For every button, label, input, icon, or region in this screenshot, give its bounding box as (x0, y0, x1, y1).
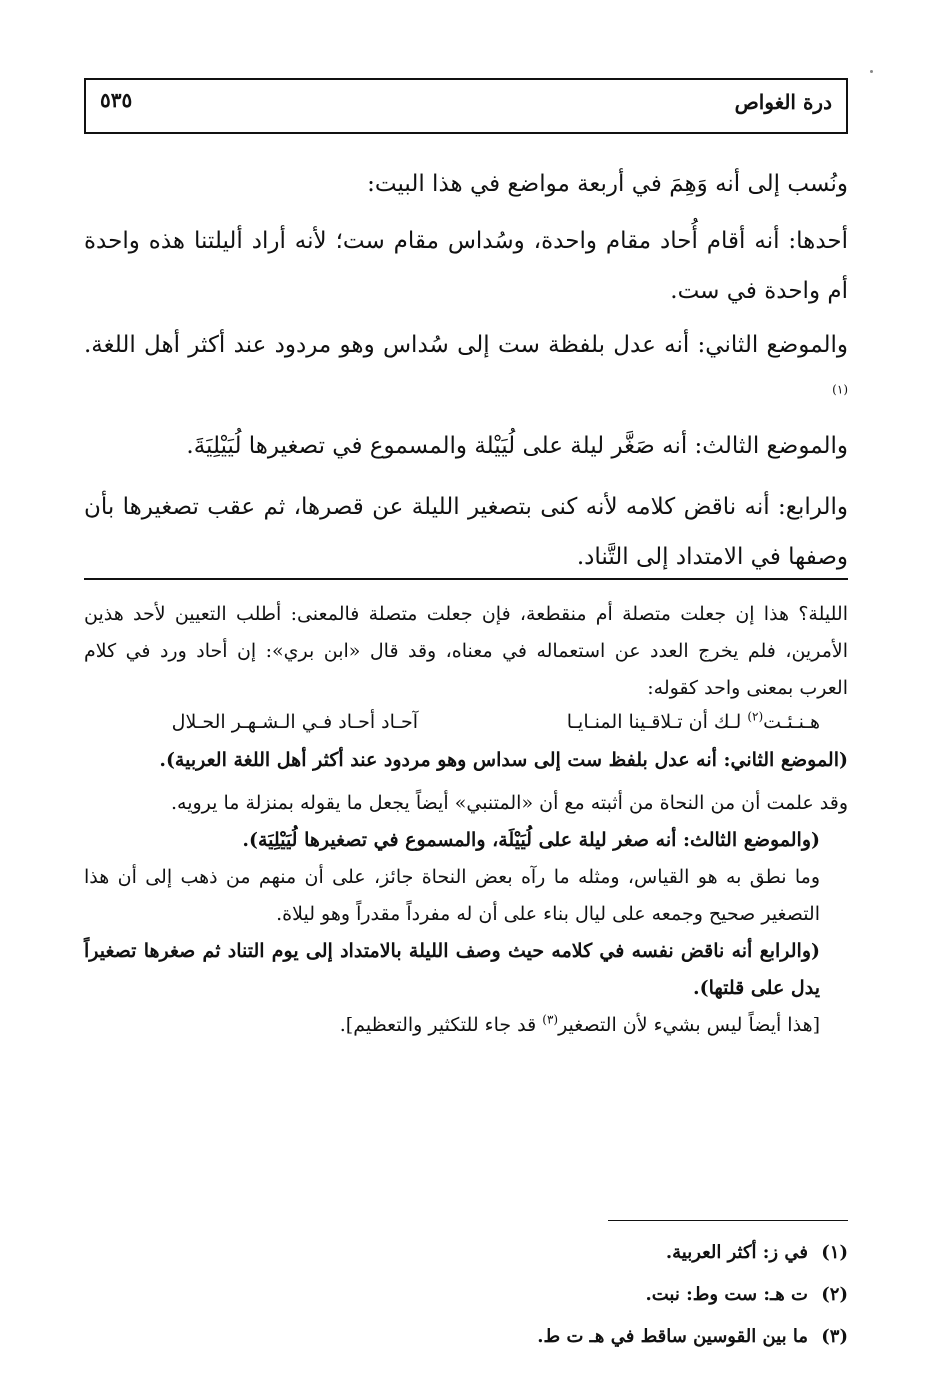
footnote-text: في ز: أكثر العربية. (665, 1242, 808, 1263)
commentary-paragraph-7 (84, 1007, 848, 1044)
commentary-paragraph-3: وقد علمت أن من النحاة من أثبته مع أن «المتنبي» أيضاً يجعل ما يقوله بمنزلة ما يرويه. (170, 792, 848, 814)
commentary-quote-6: (والرابع أنه ناقض نفسه في كلامه حيث وصف الليلة بالامتداد إلى يوم التناد ثم صغرها تصغيراً يدل على قلتها). (84, 940, 820, 999)
main-paragraph-3 (84, 320, 848, 420)
commentary-quote-4: (والموضع الثالث: أنه صغر ليلة على لُيَيْلَة، والمسموع في تصغيرها لُيَيْلِيَة). (242, 829, 820, 851)
commentary-block (84, 596, 848, 707)
commentary-7-end: قد جاء للتكثير والتعظيم]. (339, 1014, 543, 1036)
book-title: درة الغواص (734, 90, 832, 114)
verse-h1-end: لـك أن تـلاقـينا المنـايـا (566, 711, 748, 733)
main-paragraph-5: والرابع: أنه ناقض كلامه لأنه كنى بتصغير الليلة عن قصرها، ثم عقب تصغيرها بأن وصفها في الامتداد إلى التَّناد. (84, 494, 848, 570)
footnote-mark-1[interactable]: (١) (832, 382, 848, 397)
commentary-7-start: [هذا أيضاً ليس بشيء لأن التصغير (558, 1014, 820, 1036)
poetry-verse (84, 704, 848, 741)
section-divider (84, 578, 848, 580)
verse-hemistich-2: آحـاد أحـاد فـي الـشـهـر الحـلال (171, 711, 418, 733)
footnote-number: (٣) (821, 1326, 848, 1347)
footnote-2 (84, 1274, 848, 1316)
commentary-paragraph-1: الليلة؟ هذا إن جعلت متصلة أم منقطعة، فإن جعلت متصلة فالمعنى: أطلب التعيين لأحد هذين الأمرين، فلم يخرج العدد عن استعماله في معناه، وقد قال «ابن بري»: إن أحاد ورد في كلام العرب بمعنى واحد كقوله: (84, 603, 848, 699)
footnote-mark-3[interactable]: (٣) (542, 1012, 559, 1027)
footnote-text: ت هـ: ست وط: نبت. (645, 1284, 808, 1305)
main-paragraph-3-text: والموضع الثاني: أنه عدل بلفظة ست إلى سُداس وهو مردود عند أكثر أهل اللغة. (84, 332, 848, 358)
main-paragraph-2: أحدها: أنه أقام أُحاد مقام واحدة، وسُداس مقام ست؛ لأنه أراد أليلتنا هذه واحدة أم واحدة في ست. (84, 228, 848, 304)
footnotes (84, 1232, 848, 1358)
main-text-4 (84, 420, 848, 472)
commentary-block-2 (84, 742, 848, 1044)
footnote-1 (84, 1232, 848, 1274)
verse-h1-start: هـنـئـت (763, 711, 820, 733)
footnote-number: (١) (821, 1242, 848, 1263)
footnote-divider (608, 1220, 848, 1221)
page-number: ٥٣٥ (100, 88, 133, 112)
footnote-mark-2[interactable]: (٢) (747, 709, 764, 724)
main-paragraph-4: والموضع الثالث: أنه صَغَّر ليلة على لُيَيْلة والمسموع في تصغيرها لُيَيْلِيَةَ. (186, 433, 848, 459)
footnote-number: (٢) (821, 1284, 848, 1305)
footnote-3 (84, 1316, 848, 1358)
verse-hemistich-1 (567, 704, 820, 741)
page-header (84, 78, 848, 134)
footnote-text: ما بين القوسين ساقط في هـ ت ط. (537, 1326, 808, 1347)
main-text (84, 158, 848, 210)
main-text-2 (84, 216, 848, 316)
main-text-3 (84, 320, 848, 420)
main-text-5 (84, 482, 848, 582)
commentary-paragraph-5: وما نطق به هو القياس، ومثله ما رآه بعض النحاة جائز، على أن منهم من ذهب إلى أن هذا التصغير صحيح وجمعه على ليال بناء على أن له مفرداً مقدراً وهو ليلاة. (84, 866, 820, 925)
main-paragraph-1: ونُسب إلى أنه وَهِمَ في أربعة مواضع في هذا البيت: (367, 171, 848, 197)
commentary-quote-2: (الموضع الثاني: أنه عدل بلفظ ست إلى سداس وهو مردود عند أكثر أهل اللغة العربية). (159, 749, 848, 771)
scan-mark (870, 70, 873, 73)
